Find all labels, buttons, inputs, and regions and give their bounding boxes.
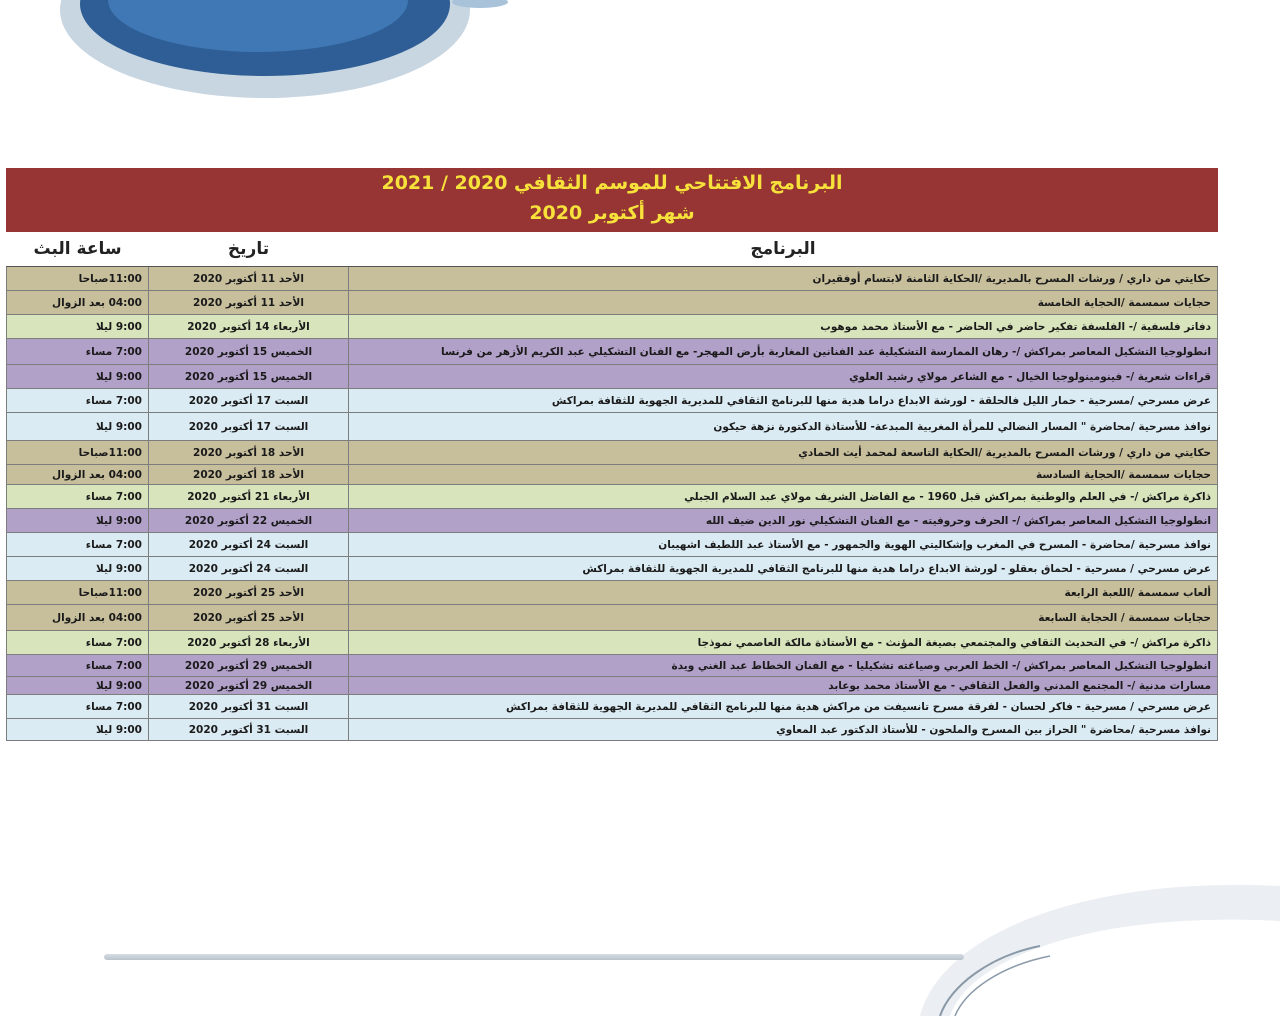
cell-date: الأحد 25 أكتوبر 2020: [149, 581, 349, 605]
table-row: [7, 291, 1218, 315]
cell-date: الخميس 22 أكتوبر 2020: [149, 509, 349, 533]
cell-program: انطولوجيا التشكيل المعاصر بمراكش /- الخط العربي وصياغته تشكيليا - مع الفنان الخطاط عبد الغني ويدة: [349, 655, 1218, 677]
cell-date: الخميس 29 أكتوبر 2020: [149, 655, 349, 677]
schedule-rows: [7, 267, 1218, 741]
page-title: البرنامج الافتتاحي للموسم الثقافي 2020 / 2021: [381, 172, 843, 194]
table-row: [7, 677, 1218, 695]
cell-program: قراءات شعرية /- فينومينولوجيا الخيال - مع الشاعر مولاي رشيد العلوي: [349, 365, 1218, 389]
table-row: [7, 533, 1218, 557]
cell-time: 7:00 مساء: [7, 389, 149, 413]
cell-program: حكايتي من داري / ورشات المسرح بالمديرية /الحكاية الثامنة لابتسام أوفقيران: [349, 267, 1218, 291]
cell-date: الخميس 15 أكتوبر 2020: [149, 339, 349, 365]
cell-date: الأحد 18 أكتوبر 2020: [149, 465, 349, 485]
schedule-table: [6, 232, 1218, 741]
cell-program: حكايتي من داري / ورشات المسرح بالمديرية /الحكاية التاسعة لمحمد أيت الحمادي: [349, 441, 1218, 465]
cell-time: 04:00 بعد الزوال: [7, 291, 149, 315]
cell-time: 7:00 مساء: [7, 339, 149, 365]
cell-program: مسارات مدنية /- المجتمع المدني والفعل الثقافي - مع الأستاذ محمد بوعابد: [349, 677, 1218, 695]
cell-date: السبت 31 أكتوبر 2020: [149, 719, 349, 741]
cell-program: دفاتر فلسفية /- الفلسفة تفكير حاضر في الحاضر - مع الأستاذ محمد موهوب: [349, 315, 1218, 339]
cell-time: 7:00 مساء: [7, 655, 149, 677]
table-row: [7, 365, 1218, 389]
cell-time: 7:00 مساء: [7, 533, 149, 557]
cell-program: حجايات سمسمة /الحجاية الخامسة: [349, 291, 1218, 315]
table-row: [7, 465, 1218, 485]
cell-time: 9:00 ليلا: [7, 315, 149, 339]
cell-time: 9:00 ليلا: [7, 509, 149, 533]
cell-date: السبت 17 أكتوبر 2020: [149, 413, 349, 441]
cell-date: الأربعاء 21 أكتوبر 2020: [149, 485, 349, 509]
cell-program: عرض مسرحي / مسرحية - فاكر لحسان - لفرقة مسرح تانسيفت من مراكش هدية منها للبرنامج الثقافي للمديرية الجهوية للثقافة بمراكش: [349, 695, 1218, 719]
table-row: [7, 581, 1218, 605]
cell-time: 7:00 مساء: [7, 485, 149, 509]
column-header-date: تاريخ: [149, 232, 349, 267]
schedule-banner: [6, 168, 1218, 232]
table-row: [7, 441, 1218, 465]
column-header-time: ساعة البث: [7, 232, 149, 267]
cell-time: 04:00 بعد الزوال: [7, 605, 149, 631]
cell-date: السبت 24 أكتوبر 2020: [149, 533, 349, 557]
cell-program: حجايات سمسمة / الحجاية السابعة: [349, 605, 1218, 631]
cell-date: الخميس 29 أكتوبر 2020: [149, 677, 349, 695]
cell-date: الأربعاء 14 أكتوبر 2020: [149, 315, 349, 339]
cell-time: 7:00 مساء: [7, 695, 149, 719]
cell-time: 11:00صباحا: [7, 267, 149, 291]
cell-date: السبت 24 أكتوبر 2020: [149, 557, 349, 581]
table-row: [7, 267, 1218, 291]
cell-date: الأحد 11 أكتوبر 2020: [149, 291, 349, 315]
column-header-program: البرنامج: [349, 232, 1218, 267]
decorative-divider: [104, 954, 964, 960]
cell-date: الأربعاء 28 أكتوبر 2020: [149, 631, 349, 655]
table-row: [7, 509, 1218, 533]
cell-date: الأحد 11 أكتوبر 2020: [149, 267, 349, 291]
table-row: [7, 655, 1218, 677]
cell-program: عرض مسرحي / مسرحية - لحماق بعقلو - لورشة الابداع دراما هدية منها للبرنامج الثقافي للمديرية الجهوية للثقافة بمراكش: [349, 557, 1218, 581]
cell-time: 9:00 ليلا: [7, 557, 149, 581]
cell-program: نوافذ مسرحية /محاضرة " الحراز بين المسرح والملحون - للأستاذ الدكتور عبد المعاوي: [349, 719, 1218, 741]
cell-time: 04:00 بعد الزوال: [7, 465, 149, 485]
cell-program: ذاكرة مراكش /- في التحديث الثقافي والمجتمعي بصيغة المؤنث - مع الأستاذة مالكة العاصمي نموذجا: [349, 631, 1218, 655]
cell-program: ألعاب سمسمة /اللعبة الرابعة: [349, 581, 1218, 605]
table-row: [7, 339, 1218, 365]
cell-time: 9:00 ليلا: [7, 365, 149, 389]
cell-date: السبت 17 أكتوبر 2020: [149, 389, 349, 413]
table-row: [7, 485, 1218, 509]
cell-program: ذاكرة مراكش /- في العلم والوطنية بمراكش قبل 1960 - مع الفاضل الشريف مولاي عبد السلام الجبلي: [349, 485, 1218, 509]
cell-date: الأحد 25 أكتوبر 2020: [149, 605, 349, 631]
cell-program: عرض مسرحي /مسرحية - حمار الليل فالحلقة - لورشة الابداع دراما هدية منها للبرنامج الثقافي للمديرية الجهوية للثقافة بمراكش: [349, 389, 1218, 413]
table-row: [7, 719, 1218, 741]
table-row: [7, 413, 1218, 441]
cell-time: 9:00 ليلا: [7, 677, 149, 695]
cell-program: نوافذ مسرحية /محاضرة " المسار النضالي للمرأة المغربية المبدعة- للأستاذة الدكتورة نزهة حيكون: [349, 413, 1218, 441]
table-header-row: [7, 232, 1218, 267]
decorative-shape-bottom: [880, 856, 1280, 1016]
table-row: [7, 315, 1218, 339]
cell-program: حجايات سمسمة /الحجاية السادسة: [349, 465, 1218, 485]
cell-time: 11:00صباحا: [7, 441, 149, 465]
table-row: [7, 605, 1218, 631]
table-row: [7, 631, 1218, 655]
cell-program: انطولوجيا التشكيل المعاصر بمراكش /- الحرف وحروفيته - مع الفنان التشكيلي نور الدين ضيف الله: [349, 509, 1218, 533]
cell-date: الخميس 15 أكتوبر 2020: [149, 365, 349, 389]
cell-date: السبت 31 أكتوبر 2020: [149, 695, 349, 719]
table-row: [7, 389, 1218, 413]
cell-program: نوافذ مسرحية /محاضرة - المسرح في المغرب وإشكاليتي الهوية والجمهور - مع الأستاذ عبد اللطيف اشهيبان: [349, 533, 1218, 557]
month-subtitle: شهر أكتوبر 2020: [529, 202, 695, 224]
cell-time: 9:00 ليلا: [7, 413, 149, 441]
table-row: [7, 557, 1218, 581]
cell-time: 11:00صباحا: [7, 581, 149, 605]
table-row: [7, 695, 1218, 719]
cell-time: 9:00 ليلا: [7, 719, 149, 741]
decorative-circle-top: [0, 0, 520, 110]
cell-date: الأحد 18 أكتوبر 2020: [149, 441, 349, 465]
cell-program: انطولوجيا التشكيل المعاصر بمراكش /- رهان الممارسة التشكيلية عند الفنانين المغاربة بأرض المهجر- مع الفنان التشكيلي عبد الكريم الأزهر من فرنسا: [349, 339, 1218, 365]
cell-time: 7:00 مساء: [7, 631, 149, 655]
schedule-table-container: [6, 168, 1218, 741]
